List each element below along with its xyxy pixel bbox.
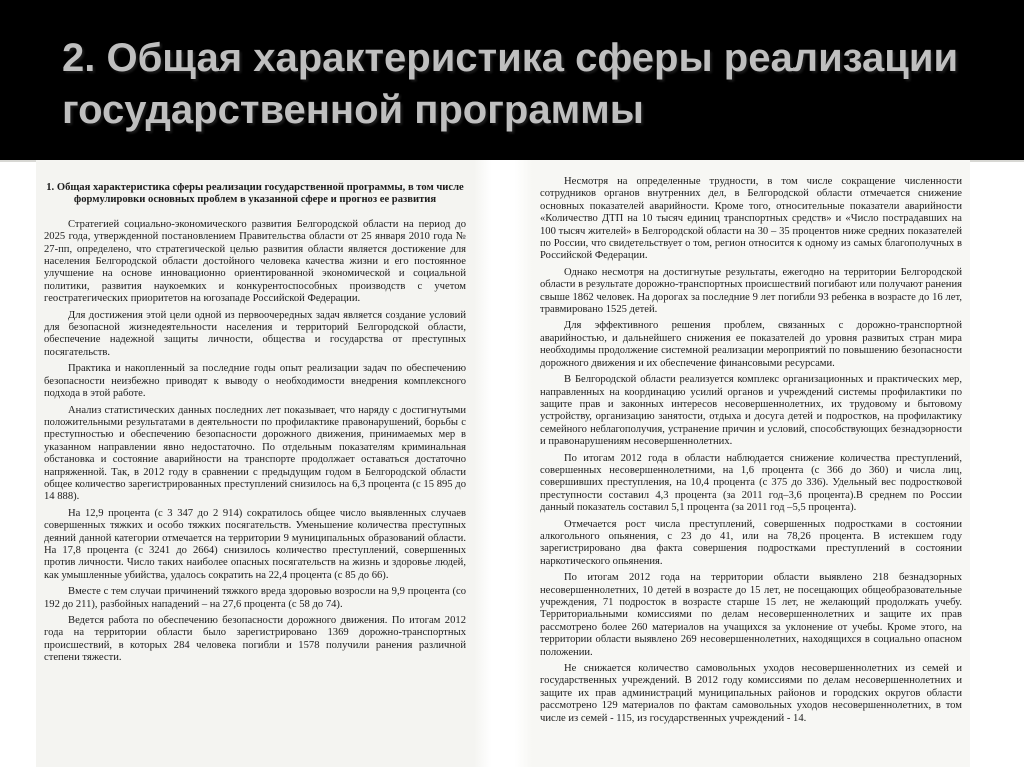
document-page-right [532,160,970,767]
paragraph: Анализ статистических данных последних лет показывает, что наряду с достигнутыми положительными результатами в деятельности по профилактике правонарушений, борьбы с преступностью и обеспечению безопасности дорожного движения, принимаемых мер в указанном направлении явно недостаточно. По отдельным показателям криминальная обстановка и состояние аварийности на транспорте продолжает оставаться достаточно напряженной. Так, в 2012 году в сравнении с предыдущим годом в Белгородской области общее количество зарегистрированных преступлений снизилось на 6,3 процента (с 15 895 до 14 888). [44,404,466,503]
paragraph: На 12,9 процента (с 3 347 до 2 914) сократилось общее число выявленных случаев совершенных тяжких и особо тяжких посягательств. Уменьшение количества преступных деяний данной категории отмечается на территории 9 муниципальных образований области. На 17,8 процента (с 3241 до 2664) снизилось количество преступлений, совершенных против личности. Число таких наиболее опасных посягательств на жизнь и здоровье людей, как умышленные убийства, удалось сократить на 22,4 процента (с 85 до 66). [44,507,466,581]
slide-header [0,0,1024,160]
paragraph: В Белгородской области реализуется комплекс организационных и практических мер, направленных на координацию усилий органов и учреждений системы профилактики по защите прав и законных интересов несовершеннолетних, их трудовому и бытовому устройству, организацию занятости, отдыха и досуга детей и подростков, на профилактику семейного неблагополучия, устранение причин и условий, способствующих безнадзорности и правонарушениям несовершеннолетних. [540,374,962,448]
paragraph: Ведется работа по обеспечению безопасности дорожного движения. По итогам 2012 года на территории области было зарегистрировано 1369 дорожно-транспортных происшествий, в которых 284 человека погибли и 1578 получили ранения различной степени тяжести. [44,615,466,664]
document-heading: 1. Общая характеристика сферы реализации государственной программы, в том числе формулировки основных проблем в указанной сфере и прогноз ее развития [46,182,464,206]
paragraph: По итогам 2012 года на территории области выявлено 218 безнадзорных несовершеннолетних, 10 детей в возрасте до 15 лет, не посещающих общеобразовательные учреждения, 71 подросток в возрасте старше 15 лет, не желающий продолжать учебу. Территориальными комиссиями по делам несовершеннолетних и защите их прав рассмотрено более 260 материалов на учащихся за уклонение от учебы. Кроме этого, на территории области выявлено 269 несовершеннолетних, находящихся в социально опасном положении. [540,572,962,658]
paragraph: Несмотря на определенные трудности, в том числе сокращение численности сотрудников органов внутренних дел, в Белгородской области отмечается снижение основных показателей аварийности. Кроме того, относительные показатели аварийности «Количество ДТП на 10 тысяч единиц транспортных средств» и «Число пострадавших на 100 тысяч жителей» в Белгородской области на 30 – 35 процентов ниже средних показателей по России, что свидетельствует о том, регион относится к одному из самых благополучных в Российской Федерации. [540,176,962,262]
scanned-document [0,160,1024,767]
paragraph: Однако несмотря на достигнутые результаты, ежегодно на территории Белгородской области в результате дорожно-транспортных происшествий погибают или получают ранения свыше 1862 человек. На дорогах за последние 9 лет погибли 93 ребенка в возрасте до 16 лет, травмировано 1525 детей. [540,266,962,316]
paragraph: Стратегией социально-экономического развития Белгородской области на период до 2025 года, утвержденной постановлением Правительства области от 25 января 2010 года № 27-пп, определено, что стратегической целью развития области является достижение для населения Белгородской области достойного человека качества жизни и его постоянное улучшение на основе инновационно ориентированной экономической и социальной политики, развития наукоемких и конкурентоспособных производств с учетом геостратегических приоритетов на югозападе Российской Федерации. [44,218,466,305]
paragraph: Отмечается рост числа преступлений, совершенных подростками в состоянии алкогольного опьянения, с 23 до 41, или на 78,26 процента. В истекшем году зарегистрировано два факта совершения подростками преступлений в состоянии наркотического опьянения. [540,518,962,567]
paragraph: Вместе с тем случаи причинений тяжкого вреда здоровью возросли на 9,9 процента (со 192 до 211), разбойных нападений – на 27,6 процента (с 58 до 74). [44,586,466,610]
paragraph: Не снижается количество самовольных уходов несовершеннолетних из семей и государственных учреждений. В 2012 году комиссиями по делам несовершеннолетних и защите их прав администраций муниципальных районов и городских округов области рассмотрено 129 материалов по фактам самовольных уходов несовершеннолетних, в том числе из семей - 115, из государственных учреждений - 14. [540,663,962,724]
paragraph: Для достижения этой цели одной из первоочередных задач является создание условий для безопасной жизнедеятельности населения и территорий Белгородской области, обеспечение надежной защиты личности, общества и государства от преступных посягательств. [44,309,466,358]
document-page-left [36,160,474,767]
page-gutter [474,160,532,767]
paragraph: Практика и накопленный за последние годы опыт реализации задач по обеспечению безопасности неизбежно приводят к выводу о необходимости внедрения комплексного подхода в этой работе. [44,363,466,400]
slide-title: 2. Общая характеристика сферы реализации государственной программы [62,36,959,132]
paragraph: Для эффективного решения проблем, связанных с дорожно-транспортной аварийностью, и дальнейшего снижения ее показателей до уровня развитых стран мира необходимы продолжение системной реализации мероприятий по повышению безопасности дорожного движения и их обеспечение финансовыми ресурсами. [540,320,962,369]
paragraph: По итогам 2012 года в области наблюдается снижение количества преступлений, совершенных несовершеннолетними, на 1,6 процента (с 366 до 360) и числа лиц, совершивших преступления, на 10,4 процента (с 375 до 336). Удельный вес подростковой преступности составил 4,3 процента (за 2011 год–3,6 процента).В среднем по России данный показатель составил 5,1 процента (за 2011 год –5,5 процента). [540,452,962,514]
